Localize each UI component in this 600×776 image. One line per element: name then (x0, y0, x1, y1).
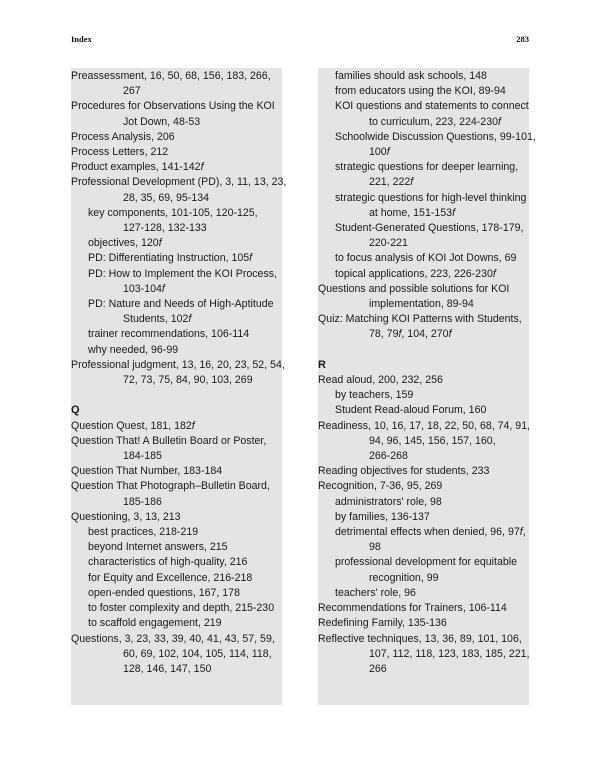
index-entry (318, 419, 529, 465)
entry-line: PD: Differentiating Instruction, 105f (88, 252, 253, 265)
entry-line: strategic questions for high-level thinking (335, 191, 527, 204)
index-entry (318, 616, 529, 631)
entry-line: objectives, 120f (88, 237, 162, 250)
index-subentry (71, 525, 282, 540)
entry-continuation-line: 98 (369, 541, 381, 554)
entry-continuation-line: 128, 146, 147, 150 (123, 662, 212, 675)
index-subentry (318, 160, 529, 190)
index-subentry (71, 267, 282, 297)
entry-line: Question That! A Bulletin Board or Poster, (71, 434, 267, 447)
entry-continuation-line: Jot Down, 48-53 (123, 115, 201, 128)
index-subentry (318, 388, 529, 403)
index-subentry (318, 69, 529, 84)
entry-line: key components, 101-105, 120-125, (88, 206, 258, 219)
entry-continuation-line: 267 (123, 85, 141, 98)
entry-continuation-line: 100f (369, 146, 390, 159)
entry-continuation-line: 220-221 (369, 237, 408, 250)
entry-line: beyond Internet answers, 215 (88, 541, 228, 554)
entry-line: to foster complexity and depth, 215-230 (88, 602, 275, 615)
entry-line: topical applications, 223, 226-230f (335, 267, 496, 280)
index-column-right (318, 68, 536, 705)
entry-line: detrimental effects when denied, 96, 97f, (335, 526, 526, 539)
entry-continuation-line: Students, 102f (123, 313, 192, 326)
entry-line: Procedures for Observations Using the KOI (71, 100, 275, 113)
entry-continuation-line: 72, 73, 75, 84, 90, 103, 269 (123, 374, 253, 387)
index-subentry (318, 525, 529, 555)
index-subentry (318, 495, 529, 510)
entry-line: Preassessment, 16, 50, 68, 156, 183, 266, (71, 70, 271, 82)
index-subentry (318, 130, 536, 160)
running-head-section: Index (71, 34, 92, 44)
index-entry (71, 130, 282, 145)
entry-line: for Equity and Excellence, 216-218 (88, 571, 253, 584)
index-subentry (318, 510, 529, 525)
entry-line: Question That Photograph–Bulletin Board, (71, 480, 270, 493)
entry-line: characteristics of high-quality, 216 (88, 556, 248, 569)
index-subentry (71, 601, 282, 616)
entry-continuation-line: 103-104f (123, 282, 165, 295)
index-subentry (318, 586, 529, 601)
index-entry (71, 175, 287, 205)
entry-continuation-line: 60, 69, 102, 104, 105, 114, 118, (123, 647, 272, 660)
index-entry (71, 419, 282, 434)
index-entry (71, 510, 282, 525)
entry-line: strategic questions for deeper learning, (335, 161, 519, 174)
entry-line: trainer recommendations, 106-114 (88, 328, 250, 341)
entry-continuation-line: 266 (369, 662, 387, 675)
entry-line: to focus analysis of KOI Jot Downs, 69 (335, 252, 517, 265)
index-entry (318, 601, 529, 616)
entry-line: Student-Generated Questions, 178-179, (335, 222, 524, 235)
index-subentry (71, 251, 282, 266)
entry-continuation-line: implementation, 89-94 (369, 298, 474, 311)
entry-line: why needed, 96-99 (88, 343, 179, 356)
entry-continuation-line: 266-268 (369, 450, 408, 463)
entry-line: Student Read-aloud Forum, 160 (335, 404, 487, 417)
entry-line: Read aloud, 200, 232, 256 (318, 374, 443, 387)
entry-line: Redefining Family, 135-136 (318, 617, 447, 630)
entry-line: Reading objectives for students, 233 (318, 465, 490, 478)
entry-continuation-line: 94, 96, 145, 156, 157, 160, (369, 434, 496, 447)
entry-line: Process Analysis, 206 (71, 130, 175, 143)
index-subentry (318, 221, 529, 251)
index-subentry (318, 99, 529, 129)
index-entry (71, 160, 282, 175)
section-letter: Q (71, 404, 80, 417)
index-entry (71, 358, 285, 388)
entry-line: open-ended questions, 167, 178 (88, 586, 240, 599)
entry-continuation-line: 185-186 (123, 495, 162, 508)
index-subentry (71, 236, 282, 251)
entry-line: by families, 136-137 (335, 510, 430, 523)
entry-line: families should ask schools, 148 (335, 70, 487, 82)
entry-line: teachers' role, 96 (335, 586, 416, 599)
entry-line: Recommendations for Trainers, 106-114 (318, 602, 507, 615)
entry-line: professional development for equitable (335, 556, 517, 569)
entry-continuation-line: 28, 35, 69, 95-134 (123, 191, 209, 204)
index-entry (318, 312, 529, 342)
index-subentry (71, 327, 282, 342)
index-entry (71, 479, 282, 509)
blank-line (71, 388, 282, 403)
index-entry (71, 632, 282, 678)
entry-continuation-line: 221, 222f (369, 176, 414, 189)
entry-continuation-line: 78, 79f, 104, 270f (369, 328, 452, 341)
entry-line: Product examples, 141-142f (71, 161, 204, 174)
index-entry (318, 282, 529, 312)
index-entry (318, 373, 529, 388)
entry-line: Question That Number, 183-184 (71, 465, 223, 478)
entry-continuation-line: recognition, 99 (369, 571, 439, 584)
entry-line: Professional Development (PD), 3, 11, 13, 23, (71, 176, 287, 189)
index-entry (71, 434, 282, 464)
entry-line: to scaffold engagement, 219 (88, 617, 222, 630)
section-letter: R (318, 358, 326, 371)
index-entry (71, 145, 282, 160)
index-entry (71, 464, 282, 479)
entry-line: Questioning, 3, 13, 213 (71, 510, 181, 523)
index-subentry (318, 267, 529, 282)
entry-line: from educators using the KOI, 89-94 (335, 85, 506, 98)
entry-line: PD: Nature and Needs of High-Aptitude (88, 298, 274, 311)
entry-continuation-line: at home, 151-153f (369, 206, 456, 219)
entry-line: Recognition, 7-36, 95, 269 (318, 480, 443, 493)
entry-line: KOI questions and statements to connect (335, 100, 529, 113)
index-subentry (71, 586, 282, 601)
entry-line: Schoolwide Discussion Questions, 99-101, (335, 130, 536, 143)
index-entry (318, 632, 529, 678)
index-subentry (71, 555, 282, 570)
entry-line: PD: How to Implement the KOI Process, (88, 267, 277, 280)
entry-line: best practices, 218-219 (88, 526, 199, 539)
entry-continuation-line: 107, 112, 118, 123, 183, 185, 221, (369, 647, 530, 660)
index-subentry (318, 403, 529, 418)
entry-line: Professional judgment, 13, 16, 20, 23, 52, 54, (71, 358, 285, 371)
page-number: 283 (516, 34, 529, 44)
index-subentry (71, 297, 282, 327)
entry-continuation-line: 184-185 (123, 450, 162, 463)
entry-line: by teachers, 159 (335, 389, 414, 402)
index-subentry (318, 84, 529, 99)
entry-continuation-line: to curriculum, 223, 224-230f (369, 115, 501, 128)
index-subentry (71, 343, 282, 358)
entry-line: Readiness, 10, 16, 17, 18, 22, 50, 68, 74, 91, (318, 419, 531, 432)
index-entry (71, 99, 282, 129)
index-subentry (318, 555, 529, 585)
entry-line: Questions and possible solutions for KOI (318, 282, 510, 295)
entry-line: Reflective techniques, 13, 36, 89, 101, 106, (318, 632, 522, 645)
index-subentry (71, 206, 282, 236)
index-subentry (71, 540, 282, 555)
entry-line: Questions, 3, 23, 33, 39, 40, 41, 43, 57, 59, (71, 632, 275, 645)
index-entry (71, 69, 282, 99)
blank-line (318, 343, 529, 358)
index-entry (318, 464, 529, 479)
index-subentry (318, 251, 529, 266)
entry-line: Question Quest, 181, 182f (71, 419, 195, 432)
index-subentry (71, 571, 282, 586)
index-column-left (71, 68, 287, 705)
index-entry (318, 479, 529, 494)
entry-continuation-line: 127-128, 132-133 (123, 222, 207, 235)
entry-line: administrators' role, 98 (335, 495, 442, 508)
index-subentry (318, 191, 529, 221)
entry-line: Process Letters, 212 (71, 146, 169, 159)
index-subentry (71, 616, 282, 631)
entry-line: Quiz: Matching KOI Patterns with Students, (318, 313, 522, 326)
